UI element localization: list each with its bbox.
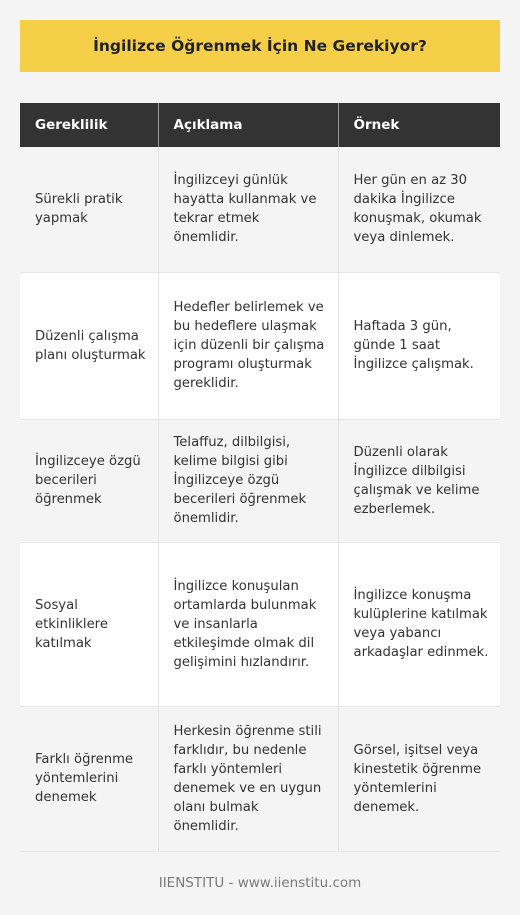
table-row: [20, 542, 500, 706]
footer-credit: IIENSTITU - www.iienstitu.com: [158, 875, 362, 891]
requirement-cell: Sürekli pratik yapmak: [20, 147, 158, 272]
description-cell: Telaffuz, dilbilgisi, kelime bilgisi gibi İngilizceye özgü becerileri öğrenmek önemlidir.: [158, 419, 338, 542]
requirement-cell: İngilizceye özgü becerileri öğrenmek: [20, 419, 158, 542]
description-cell: Hedefler belirlemek ve bu hedeflere ulaşmak için düzenli bir çalışma programı oluşturmak gereklidir.: [158, 272, 338, 419]
table-row: [20, 147, 500, 272]
table-row: [20, 419, 500, 542]
example-cell: Her gün en az 30 dakika İngilizce konuşmak, okumak veya dinlemek.: [338, 147, 500, 272]
example-cell: Görsel, işitsel veya kinestetik öğrenme yöntemlerini denemek.: [338, 706, 500, 851]
page-title: İngilizce Öğrenmek İçin Ne Gerekiyor?: [93, 37, 427, 55]
column-header-description: Açıklama: [158, 103, 338, 147]
requirement-cell: Sosyal etkinliklere katılmak: [20, 542, 158, 706]
table-header-row: [20, 103, 500, 147]
column-header-requirement: Gereklilik: [20, 103, 158, 147]
example-cell: Düzenli olarak İngilizce dilbilgisi çalışmak ve kelime ezberlemek.: [338, 419, 500, 542]
requirement-cell: Düzenli çalışma planı oluşturmak: [20, 272, 158, 419]
table-row: [20, 272, 500, 419]
description-cell: Herkesin öğrenme stili farklıdır, bu nedenle farklı yöntemleri denemek ve en uygun olanı bulmak önemlidir.: [158, 706, 338, 851]
requirements-table: [20, 103, 500, 852]
requirement-cell: Farklı öğrenme yöntemlerini denemek: [20, 706, 158, 851]
description-cell: İngilizce konuşulan ortamlarda bulunmak ve insanlarla etkileşimde olmak dil gelişimini hızlandırır.: [158, 542, 338, 706]
example-cell: İngilizce konuşma kulüplerine katılmak veya yabancı arkadaşlar edinmek.: [338, 542, 500, 706]
table-row: [20, 706, 500, 851]
description-cell: İngilizceyi günlük hayatta kullanmak ve tekrar etmek önemlidir.: [158, 147, 338, 272]
title-banner: [20, 20, 500, 72]
example-cell: Haftada 3 gün, günde 1 saat İngilizce çalışmak.: [338, 272, 500, 419]
column-header-example: Örnek: [338, 103, 500, 147]
